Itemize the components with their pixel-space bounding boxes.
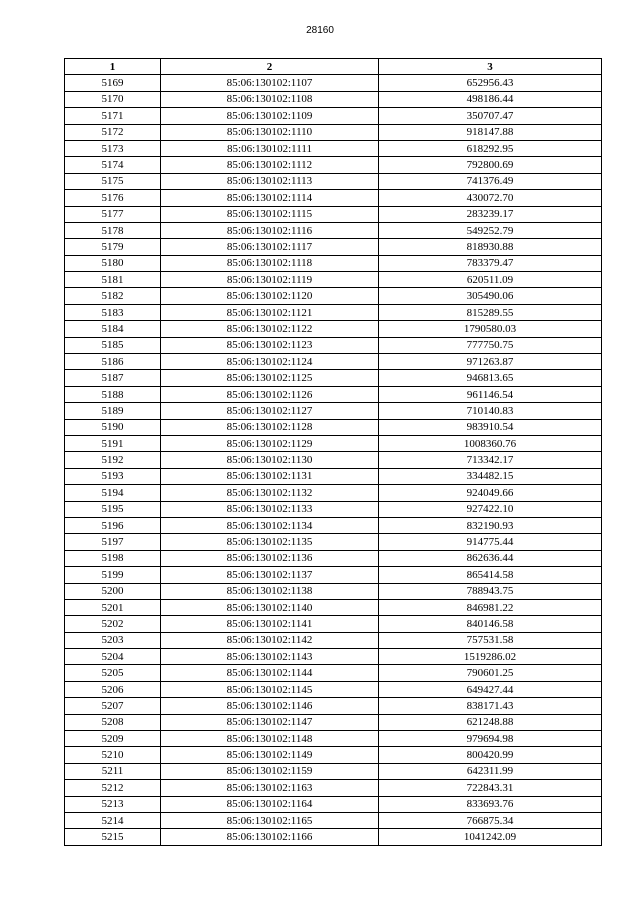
cadastral-number-cell: 85:06:130102:1138 — [161, 583, 379, 599]
row-number-cell: 5182 — [65, 288, 161, 304]
table-body — [65, 75, 602, 845]
table-row — [65, 419, 602, 435]
row-number-cell: 5172 — [65, 124, 161, 140]
table-row — [65, 665, 602, 681]
row-number-cell: 5198 — [65, 550, 161, 566]
table-row — [65, 370, 602, 386]
value-cell: 983910.54 — [379, 419, 602, 435]
cadastral-number-cell: 85:06:130102:1113 — [161, 173, 379, 189]
row-number-cell: 5187 — [65, 370, 161, 386]
table-header-row — [65, 59, 602, 75]
table-row — [65, 173, 602, 189]
row-number-cell: 5206 — [65, 681, 161, 697]
row-number-cell: 5209 — [65, 731, 161, 747]
cadastral-number-cell: 85:06:130102:1123 — [161, 337, 379, 353]
page-number: 28160 — [306, 25, 334, 36]
table-row — [65, 796, 602, 812]
cadastral-number-cell: 85:06:130102:1145 — [161, 681, 379, 697]
value-cell: 800420.99 — [379, 747, 602, 763]
value-cell: 918147.88 — [379, 124, 602, 140]
table-row — [65, 632, 602, 648]
row-number-cell: 5203 — [65, 632, 161, 648]
cadastral-number-cell: 85:06:130102:1129 — [161, 435, 379, 451]
cadastral-number-cell: 85:06:130102:1119 — [161, 272, 379, 288]
cadastral-number-cell: 85:06:130102:1107 — [161, 75, 379, 91]
row-number-cell: 5202 — [65, 616, 161, 632]
table-row — [65, 140, 602, 156]
row-number-cell: 5194 — [65, 485, 161, 501]
row-number-cell: 5183 — [65, 304, 161, 320]
cadastral-number-cell: 85:06:130102:1127 — [161, 403, 379, 419]
cadastral-number-cell: 85:06:130102:1136 — [161, 550, 379, 566]
value-cell: 833693.76 — [379, 796, 602, 812]
column-header-2: 2 — [161, 59, 379, 75]
cadastral-number-cell: 85:06:130102:1117 — [161, 239, 379, 255]
row-number-cell: 5199 — [65, 567, 161, 583]
cadastral-number-cell: 85:06:130102:1147 — [161, 714, 379, 730]
row-number-cell: 5178 — [65, 222, 161, 238]
row-number-cell: 5201 — [65, 599, 161, 615]
row-number-cell: 5207 — [65, 698, 161, 714]
row-number-cell: 5212 — [65, 780, 161, 796]
value-cell: 914775.44 — [379, 534, 602, 550]
cadastral-number-cell: 85:06:130102:1146 — [161, 698, 379, 714]
value-cell: 618292.95 — [379, 140, 602, 156]
value-cell: 722843.31 — [379, 780, 602, 796]
cadastral-number-cell: 85:06:130102:1116 — [161, 222, 379, 238]
value-cell: 961146.54 — [379, 386, 602, 402]
value-cell: 927422.10 — [379, 501, 602, 517]
row-number-cell: 5185 — [65, 337, 161, 353]
cadastral-number-cell: 85:06:130102:1110 — [161, 124, 379, 140]
row-number-cell: 5179 — [65, 239, 161, 255]
table-row — [65, 452, 602, 468]
row-number-cell: 5214 — [65, 812, 161, 828]
row-number-cell: 5195 — [65, 501, 161, 517]
row-number-cell: 5204 — [65, 649, 161, 665]
value-cell: 642311.99 — [379, 763, 602, 779]
value-cell: 430072.70 — [379, 190, 602, 206]
value-cell: 865414.58 — [379, 567, 602, 583]
row-number-cell: 5190 — [65, 419, 161, 435]
value-cell: 790601.25 — [379, 665, 602, 681]
value-cell: 838171.43 — [379, 698, 602, 714]
value-cell: 1041242.09 — [379, 829, 602, 845]
cadastral-number-cell: 85:06:130102:1128 — [161, 419, 379, 435]
table-row — [65, 698, 602, 714]
table-row — [65, 75, 602, 91]
value-cell: 815289.55 — [379, 304, 602, 320]
table-row — [65, 567, 602, 583]
cadastral-number-cell: 85:06:130102:1159 — [161, 763, 379, 779]
table-row — [65, 157, 602, 173]
value-cell: 498186.44 — [379, 91, 602, 107]
table-row — [65, 91, 602, 107]
row-number-cell: 5171 — [65, 108, 161, 124]
table-row — [65, 337, 602, 353]
value-cell: 334482.15 — [379, 468, 602, 484]
cadastral-number-cell: 85:06:130102:1163 — [161, 780, 379, 796]
row-number-cell: 5196 — [65, 517, 161, 533]
table-row — [65, 435, 602, 451]
table-row — [65, 731, 602, 747]
value-cell: 792800.69 — [379, 157, 602, 173]
row-number-cell: 5176 — [65, 190, 161, 206]
value-cell: 620511.09 — [379, 272, 602, 288]
value-cell: 946813.65 — [379, 370, 602, 386]
row-number-cell: 5210 — [65, 747, 161, 763]
row-number-cell: 5200 — [65, 583, 161, 599]
cadastral-number-cell: 85:06:130102:1133 — [161, 501, 379, 517]
cadastral-number-cell: 85:06:130102:1130 — [161, 452, 379, 468]
value-cell: 924049.66 — [379, 485, 602, 501]
value-cell: 840146.58 — [379, 616, 602, 632]
row-number-cell: 5193 — [65, 468, 161, 484]
table-row — [65, 206, 602, 222]
value-cell: 971263.87 — [379, 354, 602, 370]
value-cell: 283239.17 — [379, 206, 602, 222]
table-row — [65, 108, 602, 124]
table-row — [65, 288, 602, 304]
column-header-1: 1 — [65, 59, 161, 75]
cadastral-number-cell: 85:06:130102:1149 — [161, 747, 379, 763]
row-number-cell: 5205 — [65, 665, 161, 681]
cadastral-number-cell: 85:06:130102:1120 — [161, 288, 379, 304]
cadastral-number-cell: 85:06:130102:1148 — [161, 731, 379, 747]
table-row — [65, 403, 602, 419]
table-row — [65, 780, 602, 796]
cadastral-number-cell: 85:06:130102:1165 — [161, 812, 379, 828]
table-row — [65, 255, 602, 271]
cadastral-number-cell: 85:06:130102:1166 — [161, 829, 379, 845]
table-row — [65, 468, 602, 484]
cadastral-number-cell: 85:06:130102:1124 — [161, 354, 379, 370]
cadastral-number-cell: 85:06:130102:1108 — [161, 91, 379, 107]
cadastral-number-cell: 85:06:130102:1137 — [161, 567, 379, 583]
row-number-cell: 5181 — [65, 272, 161, 288]
value-cell: 832190.93 — [379, 517, 602, 533]
row-number-cell: 5192 — [65, 452, 161, 468]
cadastral-number-cell: 85:06:130102:1134 — [161, 517, 379, 533]
row-number-cell: 5188 — [65, 386, 161, 402]
table-row — [65, 714, 602, 730]
value-cell: 621248.88 — [379, 714, 602, 730]
table-row — [65, 583, 602, 599]
table-row — [65, 599, 602, 615]
table-row — [65, 829, 602, 845]
value-cell: 766875.34 — [379, 812, 602, 828]
row-number-cell: 5175 — [65, 173, 161, 189]
table-row — [65, 747, 602, 763]
table-row — [65, 550, 602, 566]
row-number-cell: 5211 — [65, 763, 161, 779]
value-cell: 649427.44 — [379, 681, 602, 697]
table-row — [65, 534, 602, 550]
row-number-cell: 5173 — [65, 140, 161, 156]
cadastral-number-cell: 85:06:130102:1141 — [161, 616, 379, 632]
table-row — [65, 763, 602, 779]
value-cell: 788943.75 — [379, 583, 602, 599]
value-cell: 979694.98 — [379, 731, 602, 747]
row-number-cell: 5169 — [65, 75, 161, 91]
row-number-cell: 5197 — [65, 534, 161, 550]
value-cell: 741376.49 — [379, 173, 602, 189]
value-cell: 713342.17 — [379, 452, 602, 468]
cadastral-number-cell: 85:06:130102:1144 — [161, 665, 379, 681]
row-number-cell: 5186 — [65, 354, 161, 370]
row-number-cell: 5177 — [65, 206, 161, 222]
table-row — [65, 321, 602, 337]
value-cell: 862636.44 — [379, 550, 602, 566]
cadastral-number-cell: 85:06:130102:1122 — [161, 321, 379, 337]
value-cell: 757531.58 — [379, 632, 602, 648]
row-number-cell: 5213 — [65, 796, 161, 812]
value-cell: 350707.47 — [379, 108, 602, 124]
cadastral-number-cell: 85:06:130102:1111 — [161, 140, 379, 156]
value-cell: 1519286.02 — [379, 649, 602, 665]
value-cell: 652956.43 — [379, 75, 602, 91]
table-row — [65, 812, 602, 828]
table-row — [65, 304, 602, 320]
table-row — [65, 501, 602, 517]
cadastral-number-cell: 85:06:130102:1114 — [161, 190, 379, 206]
cadastral-number-cell: 85:06:130102:1140 — [161, 599, 379, 615]
table-row — [65, 485, 602, 501]
row-number-cell: 5208 — [65, 714, 161, 730]
cadastral-number-cell: 85:06:130102:1135 — [161, 534, 379, 550]
cadastral-number-cell: 85:06:130102:1142 — [161, 632, 379, 648]
cadastral-number-cell: 85:06:130102:1115 — [161, 206, 379, 222]
row-number-cell: 5170 — [65, 91, 161, 107]
table-row — [65, 354, 602, 370]
cadastral-number-cell: 85:06:130102:1131 — [161, 468, 379, 484]
cadastral-number-cell: 85:06:130102:1132 — [161, 485, 379, 501]
cadastral-number-cell: 85:06:130102:1164 — [161, 796, 379, 812]
value-cell: 710140.83 — [379, 403, 602, 419]
value-cell: 846981.22 — [379, 599, 602, 615]
value-cell: 549252.79 — [379, 222, 602, 238]
data-table — [64, 58, 602, 846]
cadastral-number-cell: 85:06:130102:1125 — [161, 370, 379, 386]
row-number-cell: 5180 — [65, 255, 161, 271]
table-row — [65, 649, 602, 665]
row-number-cell: 5174 — [65, 157, 161, 173]
row-number-cell: 5189 — [65, 403, 161, 419]
value-cell: 777750.75 — [379, 337, 602, 353]
value-cell: 818930.88 — [379, 239, 602, 255]
table-row — [65, 616, 602, 632]
table-row — [65, 517, 602, 533]
cadastral-number-cell: 85:06:130102:1121 — [161, 304, 379, 320]
table-row — [65, 386, 602, 402]
table-row — [65, 190, 602, 206]
table-row — [65, 124, 602, 140]
cadastral-number-cell: 85:06:130102:1143 — [161, 649, 379, 665]
cadastral-number-cell: 85:06:130102:1118 — [161, 255, 379, 271]
cadastral-number-cell: 85:06:130102:1109 — [161, 108, 379, 124]
cadastral-number-cell: 85:06:130102:1126 — [161, 386, 379, 402]
cadastral-number-cell: 85:06:130102:1112 — [161, 157, 379, 173]
value-cell: 1790580.03 — [379, 321, 602, 337]
row-number-cell: 5184 — [65, 321, 161, 337]
table-row — [65, 272, 602, 288]
column-header-3: 3 — [379, 59, 602, 75]
value-cell: 783379.47 — [379, 255, 602, 271]
value-cell: 1008360.76 — [379, 435, 602, 451]
table-row — [65, 239, 602, 255]
table-row — [65, 681, 602, 697]
table-row — [65, 222, 602, 238]
row-number-cell: 5191 — [65, 435, 161, 451]
value-cell: 305490.06 — [379, 288, 602, 304]
row-number-cell: 5215 — [65, 829, 161, 845]
